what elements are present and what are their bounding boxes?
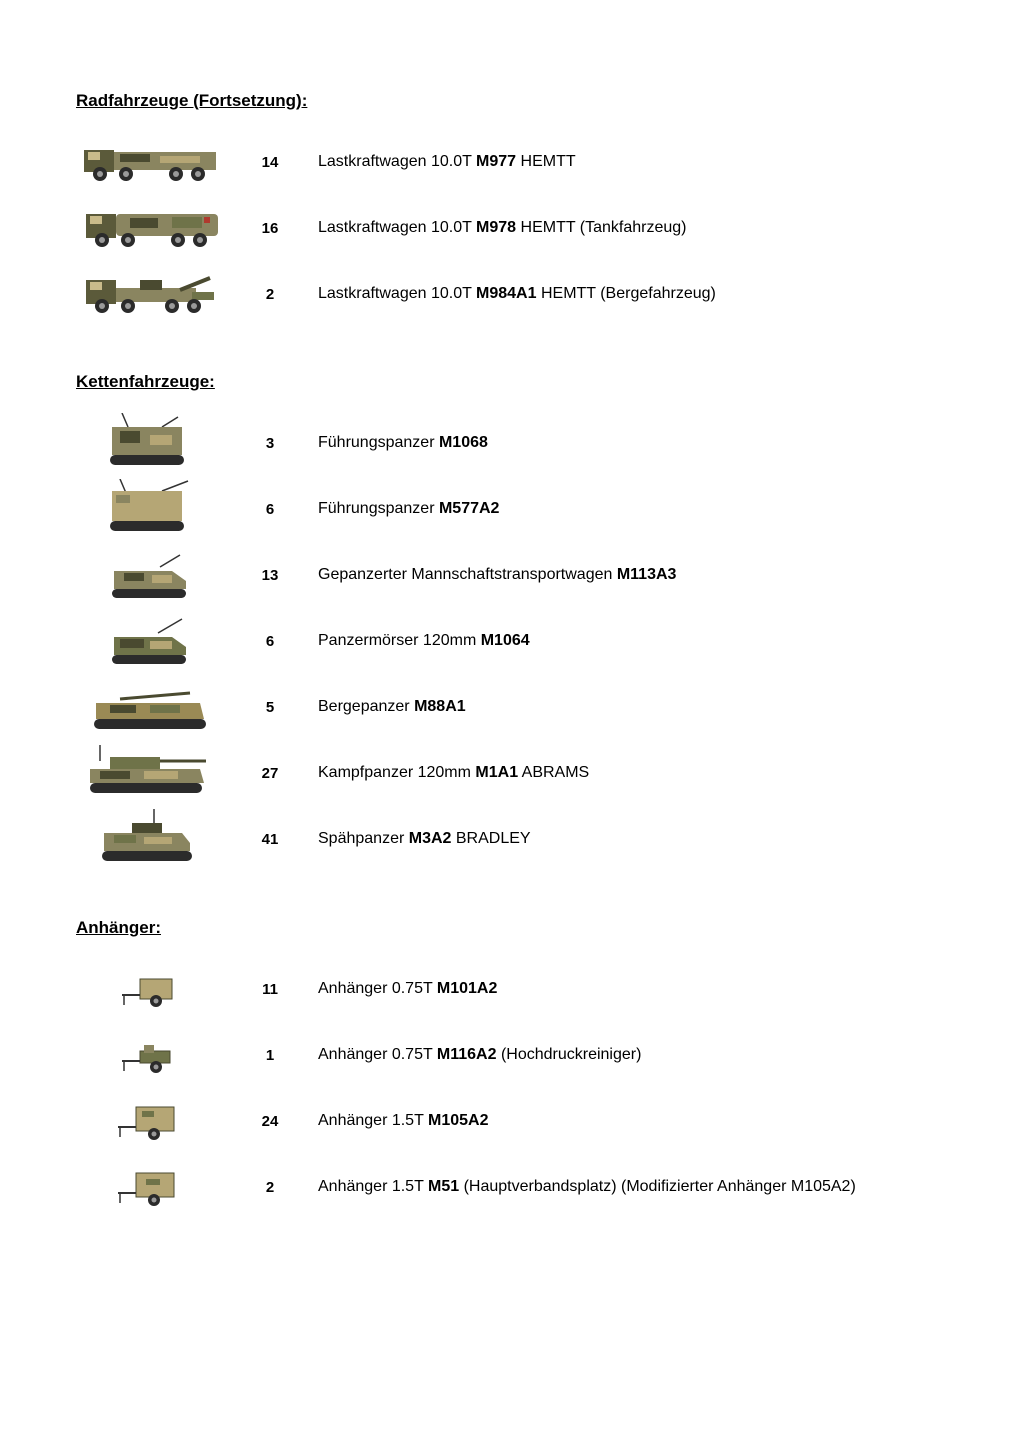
vehicle-description: Anhänger 0.75T M101A2 [318,980,498,997]
vehicle-description: Führungspanzer M1068 [318,434,488,451]
quantity: 13 [261,567,279,584]
m116a2-trailer-icon [80,1025,225,1085]
section-heading-trailers: Anhänger: [76,918,161,937]
hemtt-cargo-truck-icon [80,132,225,192]
vehicle-description: Anhänger 1.5T M105A2 [318,1112,489,1129]
quantity: 16 [261,220,279,237]
list-item [0,611,1018,671]
vehicle-description: Spähpanzer M3A2 BRADLEY [318,830,531,847]
vehicle-description: Anhänger 1.5T M51 (Hauptverbandsplatz) (Modifizierter Anhänger M105A2) [318,1178,856,1195]
hemtt-tanker-truck-icon [80,198,225,258]
vehicle-description: Lastkraftwagen 10.0T M978 HEMTT (Tankfahrzeug) [318,219,687,236]
list-item [0,959,1018,1019]
quantity: 2 [265,1179,275,1196]
m1064-mortar-carrier-icon [80,611,225,671]
quantity: 3 [265,435,275,452]
m101a2-trailer-icon [80,959,225,1019]
quantity: 11 [262,981,278,998]
m577a2-command-vehicle-icon [80,479,225,539]
vehicle-description: Panzermörser 120mm M1064 [318,632,530,649]
list-item [0,677,1018,737]
m113a3-apc-icon [80,545,225,605]
m1068-command-vehicle-icon [80,413,225,473]
vehicle-description: Gepanzerter Mannschaftstransportwagen M113A3 [318,566,677,583]
quantity: 2 [265,286,275,303]
list-item [0,132,1018,192]
quantity: 5 [265,699,275,716]
quantity: 41 [261,831,279,848]
vehicle-description: Bergepanzer M88A1 [318,698,466,715]
m105a2-trailer-icon [80,1091,225,1151]
quantity: 6 [265,633,275,650]
m1a1-abrams-tank-icon [80,743,225,803]
quantity: 1 [265,1047,275,1064]
list-item [0,743,1018,803]
list-item [0,809,1018,869]
quantity: 14 [261,154,279,171]
vehicle-description: Führungspanzer M577A2 [318,500,500,517]
list-item [0,198,1018,258]
m3a2-bradley-icon [80,809,225,869]
list-item [0,1091,1018,1151]
quantity: 27 [261,765,279,782]
list-item [0,479,1018,539]
hemtt-wrecker-truck-icon [80,264,225,324]
list-item [0,545,1018,605]
list-item [0,264,1018,324]
vehicle-description: Lastkraftwagen 10.0T M984A1 HEMTT (Bergefahrzeug) [318,285,716,302]
quantity: 24 [261,1113,279,1130]
section-heading-tracked: Kettenfahrzeuge: [76,372,215,391]
quantity: 6 [265,501,275,518]
vehicle-description: Lastkraftwagen 10.0T M977 HEMTT [318,153,576,170]
list-item [0,413,1018,473]
section-heading-wheeled: Radfahrzeuge (Fortsetzung): [76,91,308,110]
vehicle-description: Anhänger 0.75T M116A2 (Hochdruckreiniger) [318,1046,642,1063]
list-item [0,1025,1018,1085]
m88a1-recovery-vehicle-icon [80,677,225,737]
m51-trailer-icon [80,1157,225,1217]
vehicle-description: Kampfpanzer 120mm M1A1 ABRAMS [318,764,590,781]
list-item [0,1157,1018,1217]
